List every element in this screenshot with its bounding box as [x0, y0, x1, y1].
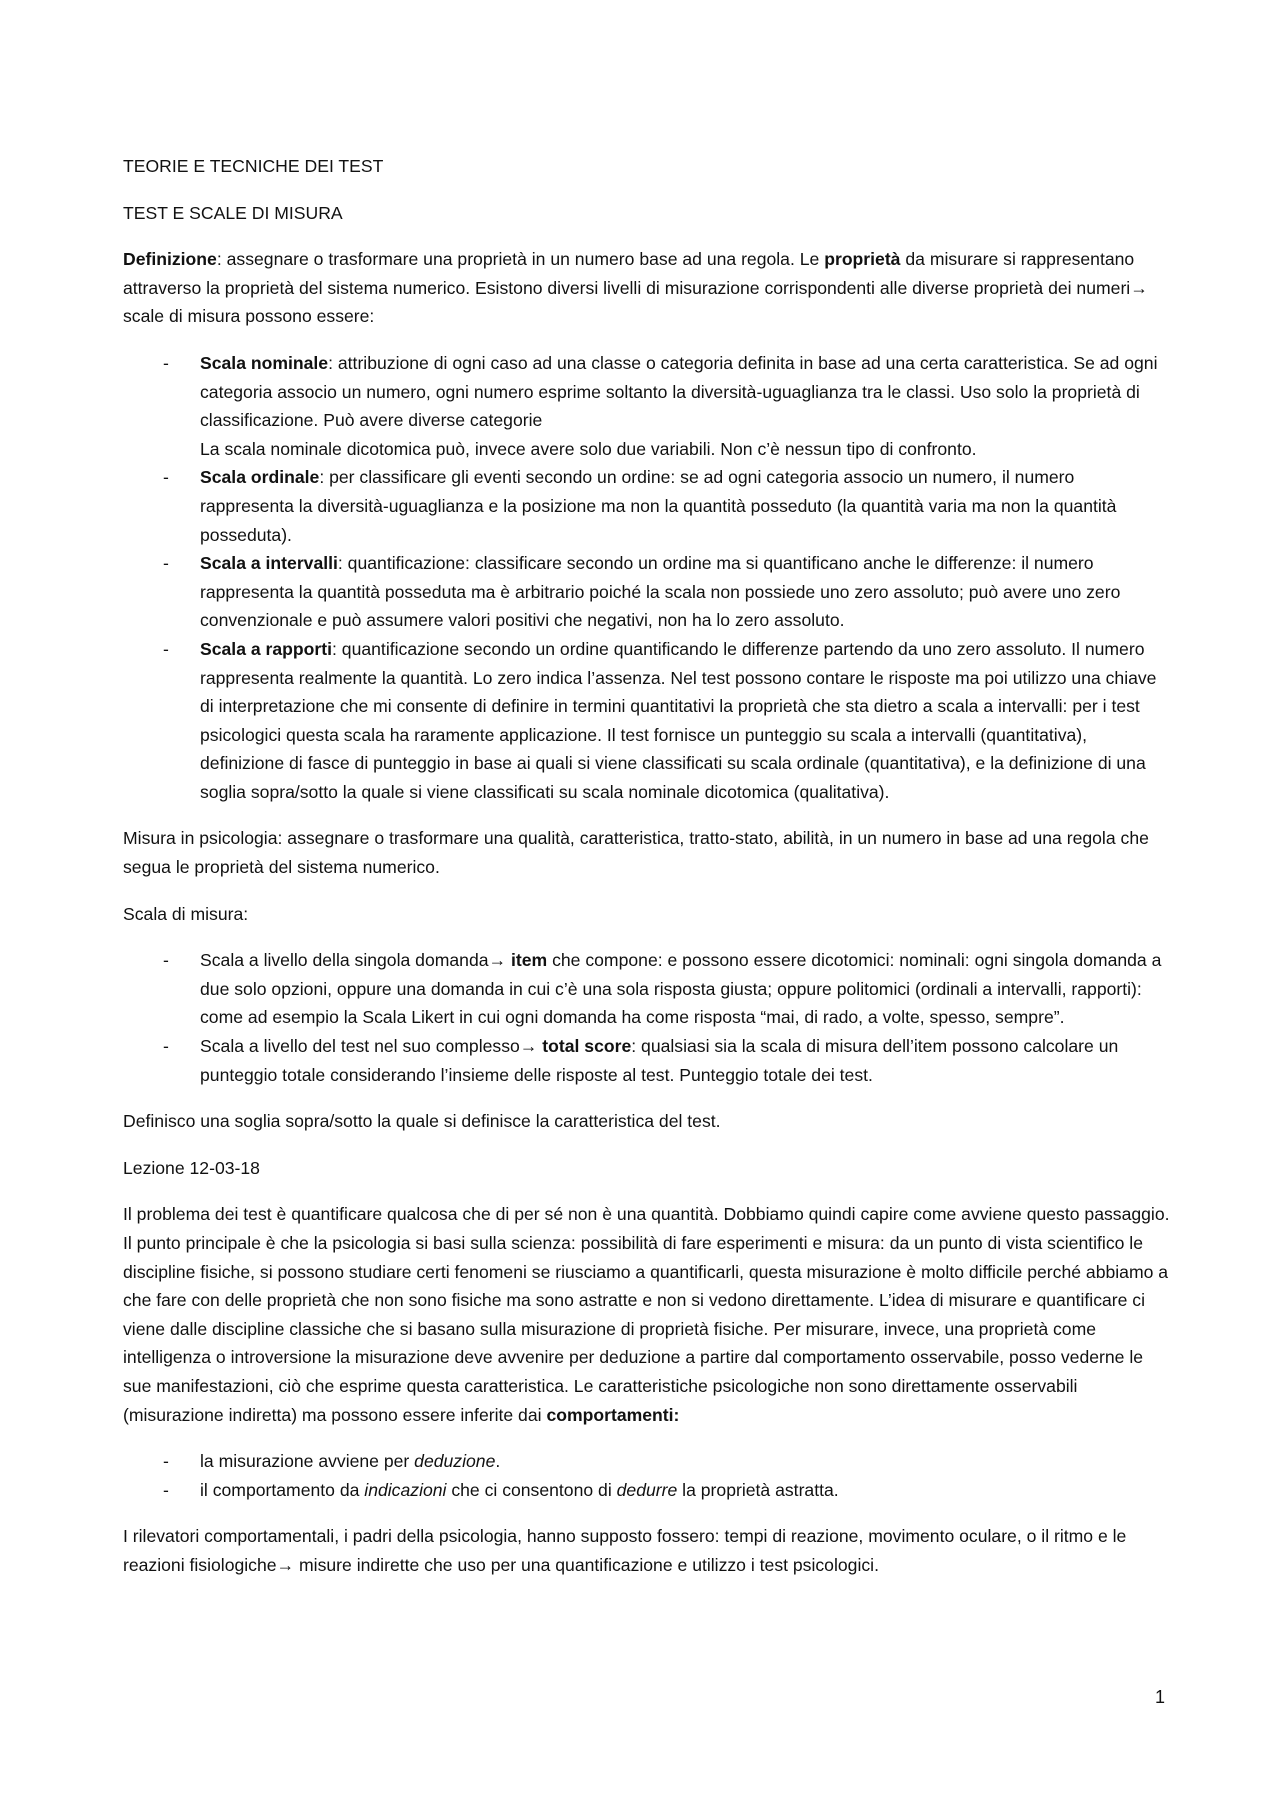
dash-bullet: -	[163, 950, 169, 971]
problema-paragraph: Il problema dei test è quantificare qualcosa che di per sé non è una quantità. Dobbiamo quindi capire come avviene questo passaggio. Il punto principale è che la psicologia si basi sulla scienza: possibilità di fare esperimenti e misura: da un punto di vista scientifico le discipline fisiche, si possono studiare certi fenomeni se riusciamo a quantificarli, questa misurazione è molto difficile perché abbiamo a che fare con delle proprietà che non sono fisiche ma sono astratte e non si vedono direttamente. L’idea di misurare e quantificare ci viene dalle discipline classiche che si basano sulla misurazione di proprietà fisiche. Per misurare, invece, una proprietà come intelligenza o introversione la misurazione deve avvenire per deduzione a partire dal comportamento osservabile, posso vederne le sue manifestazioni, ciò che esprime questa caratteristica. Le caratteristiche psicologiche non sono direttamente osservabili (misurazione indiretta) ma possono essere inferite dai comportamenti:	[123, 1204, 1170, 1425]
list-item-test-level: - Scala a livello del test nel suo complesso→ total score: qualsiasi sia la scala di misura dell’item possono calcolare un punteggio totale considerando l’insieme delle risposte al test. Punteggio totale dei test.	[123, 1032, 1173, 1089]
section-title: TEST E SCALE DI MISURA	[123, 202, 343, 223]
list-item-scala-intervalli: - Scala a intervalli: quantificazione: classificare secondo un ordine ma si quantificano anche le differenze: il numero rappresenta la quantità posseduta ma è arbitrario poiché la scala non possiede uno zero assoluto; può avere uno zero convenzionale e può assumere valori positivi che negativi, non ha lo zero assoluto.	[123, 549, 1173, 635]
misura-psicologia-paragraph: Misura in psicologia: assegnare o trasformare una qualità, caratteristica, tratto-stato, abilità, in un numero in base ad una regola che segua le proprietà del sistema numerico.	[123, 828, 1149, 878]
list-item-item-level: - Scala a livello della singola domanda→ item che compone: e possono essere dicotomici: nominali: ogni singola domanda a due solo opzioni, oppure una domanda in cui c’è una sola risposta giusta; oppure politomici (ordinali a intervalli, rapporti): come ad esempio la Scala Likert in cui ogni domanda ha come risposta “mai, di rado, a volte, spesso, sempre”.	[123, 946, 1173, 1032]
list-item-deduzione: - la misurazione avviene per deduzione.	[123, 1447, 1173, 1476]
list-item-scala-rapporti: - Scala a rapporti: quantificazione secondo un ordine quantificando le differenze partendo da uno zero assoluto. Il numero rappresenta realmente la quantità. Lo zero indica l’assenza. Nel test possono contare le risposte ma poi utilizzo una chiave di interpretazione che mi consente di definire in termini quantitativi la proprietà che sta dietro a scala a intervalli: per i test psicologici questa scala ha raramente applicazione. Il test fornisce un punteggio su scala a intervalli (quantitativa), definizione di fasce di punteggio in base ai quali si viene classificati su scala ordinale (quantitativa), e la definizione di una soglia sopra/sotto la quale si viene classificati su scala nominale dicotomica (qualitativa).	[123, 635, 1173, 807]
arrow-icon: →	[1130, 277, 1148, 298]
dash-bullet: -	[163, 553, 169, 574]
dash-bullet: -	[163, 1451, 169, 1472]
soglia-paragraph: Definisco una soglia sopra/sotto la quale si definisce la caratteristica del test.	[123, 1111, 721, 1132]
page-number: 1	[1154, 1687, 1165, 1707]
definition-label: Definizione	[123, 249, 217, 270]
document-page	[123, 152, 1173, 1598]
scales-list	[123, 349, 1173, 807]
arrow-icon: →	[519, 1036, 538, 1057]
dash-bullet: -	[163, 352, 169, 373]
dash-bullet: -	[163, 638, 169, 659]
dash-bullet: -	[163, 1479, 169, 1500]
list-item-scala-ordinale: - Scala ordinale: per classificare gli eventi secondo un ordine: se ad ogni categoria associo un numero, il numero rappresenta la diversità-uguaglianza e la posizione ma non la quantità posseduto (la quantità varia ma non la quantità posseduta).	[123, 463, 1173, 549]
arrow-icon: →	[276, 1554, 295, 1575]
document-title: TEORIE E TECNICHE DEI TEST	[123, 156, 384, 176]
rilevatori-paragraph: I rilevatori comportamentali, i padri della psicologia, hanno supposto fossero: tempi di reazione, movimento oculare, o il ritmo e le reazioni fisiologiche→ misure indirette che uso per una quantificazione e utilizzo i test psicologici.	[123, 1526, 1127, 1575]
definition-paragraph: Definizione: assegnare o trasformare una proprietà in un numero base ad una regola. Le proprietà da misurare si rappresentano attraverso la proprietà del sistema numerico. Esistono diversi livelli di misurazione corrispondenti alle diverse proprietà dei numeri→ scale di misura possono essere:	[123, 249, 1148, 327]
dash-bullet: -	[163, 467, 169, 488]
lezione-heading: Lezione 12-03-18	[123, 1157, 260, 1178]
comportamenti-list	[123, 1447, 1173, 1504]
list-item-indicazioni: - il comportamento da indicazioni che ci consentono di dedurre la proprietà astratta.	[123, 1476, 1173, 1505]
levels-list	[123, 946, 1173, 1089]
dash-bullet: -	[163, 1036, 169, 1057]
scala-di-misura-heading: Scala di misura:	[123, 903, 249, 924]
list-item-scala-nominale: - Scala nominale: attribuzione di ogni caso ad una classe o categoria definita in base ad una certa caratteristica. Se ad ogni categoria associo un numero, ogni numero esprime soltanto la diversità-uguaglianza tra le classi. Uso solo la proprietà di classificazione. Può avere diverse categorie La scala nominale dicotomica può, invece avere solo due variabili. Non c’è nessun tipo di confronto.	[123, 349, 1173, 463]
arrow-icon: →	[488, 950, 507, 971]
